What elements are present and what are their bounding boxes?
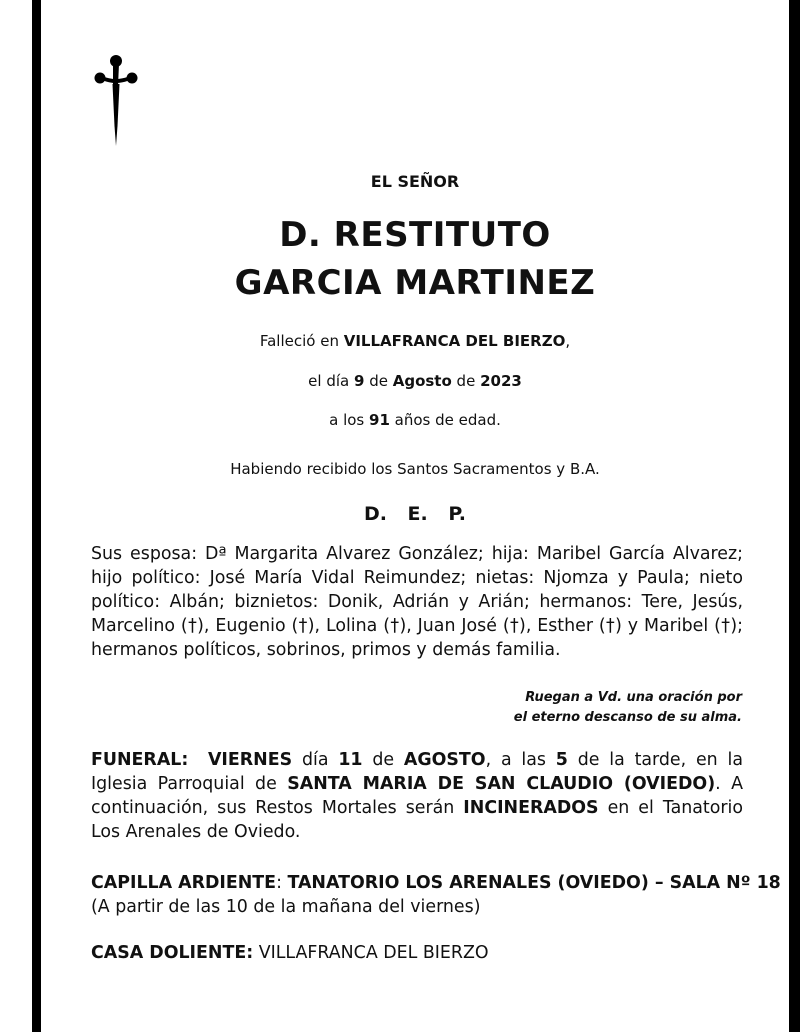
- funeral-text-4: de la tarde, en la Iglesia Parroquial de: [91, 750, 744, 794]
- age-prefix: a los: [329, 411, 370, 429]
- deceased-name-line2: GARCIA MARTINEZ: [234, 263, 596, 303]
- funeral-incinerados: INCINERADOS: [463, 798, 599, 818]
- casa-value: VILLAFRANCA DEL BIERZO: [253, 943, 489, 963]
- family-paragraph: Sus esposa: Dª Margarita Alvarez González; hija: Maribel García Alvarez; hijo político: José María Vidal Reimundez; nietas: Njomza y Paula; nieto político: Albán; biznietos: Donik, Adrián y Arián; hermanos: Tere, Jesús, Marcelino (†), Eugenio (†), Lolina (†), Juan José (†), Esther (†) y Maribel (†); hermanos políticos, sobrinos, primos y demás familia.: [91, 544, 743, 660]
- casa-doliente-line: [91, 941, 743, 965]
- funeral-weekday: VIERNES: [207, 750, 293, 770]
- deceased-name-line1: D. RESTITUTO: [279, 215, 551, 255]
- death-year: 2023: [480, 372, 522, 390]
- cross-of-saint-james-icon: [94, 54, 138, 146]
- casa-label: CASA DOLIENTE:: [91, 943, 254, 963]
- funeral-hour: 5: [555, 750, 568, 770]
- death-date-prefix: el día: [308, 372, 354, 390]
- prayer-line-2: el eterno descanso de su alma.: [513, 710, 742, 725]
- capilla-block: [91, 871, 781, 919]
- prayer-line-1: Ruegan a Vd. una oración por: [525, 690, 742, 705]
- death-day: 9: [353, 372, 365, 390]
- funeral-paragraph: [91, 748, 743, 844]
- death-place: VILLAFRANCA DEL BIERZO: [343, 332, 566, 350]
- funeral-text-1: día: [292, 750, 339, 770]
- death-date-de1: de: [364, 372, 393, 390]
- funeral-text-6: en el Tanatorio Los Arenales de Oviedo.: [91, 798, 743, 842]
- capilla-label: CAPILLA ARDIENTE: [91, 873, 277, 893]
- death-place-prefix: Falleció en: [259, 332, 344, 350]
- death-date-line: [60, 372, 770, 390]
- capilla-colon: :: [276, 873, 288, 893]
- age-line: [60, 411, 770, 429]
- death-date-de2: de: [451, 372, 481, 390]
- funeral-text-3: , a las: [485, 750, 556, 770]
- age-value: 91: [369, 411, 390, 429]
- death-month: Agosto: [392, 372, 452, 390]
- left-border: [32, 0, 41, 1032]
- sacraments-line: Habiendo recibido los Santos Sacramentos y B.A.: [230, 460, 600, 478]
- funeral-month: AGOSTO: [403, 750, 486, 770]
- funeral-day: 11: [338, 750, 363, 770]
- intro-title: EL SEÑOR: [370, 172, 460, 191]
- right-border: [789, 0, 800, 1032]
- capilla-note: (A partir de las 10 de la mañana del viernes): [91, 897, 481, 917]
- dep-initials: D. E. P.: [363, 503, 467, 525]
- funeral-text-2: de: [362, 750, 404, 770]
- death-place-line: [60, 332, 770, 350]
- funeral-church: SANTA MARIA DE SAN CLAUDIO (OVIEDO): [287, 774, 716, 794]
- capilla-place: TANATORIO LOS ARENALES (OVIEDO) – SALA Nº 18: [287, 873, 781, 893]
- capilla-line: [91, 871, 781, 895]
- age-suffix: años de edad.: [389, 411, 501, 429]
- funeral-text-5: . A continuación, sus Restos Mortales serán: [91, 774, 744, 818]
- death-place-suffix: ,: [565, 332, 571, 350]
- prayer-request: [420, 688, 742, 728]
- funeral-label: FUNERAL:: [91, 750, 189, 770]
